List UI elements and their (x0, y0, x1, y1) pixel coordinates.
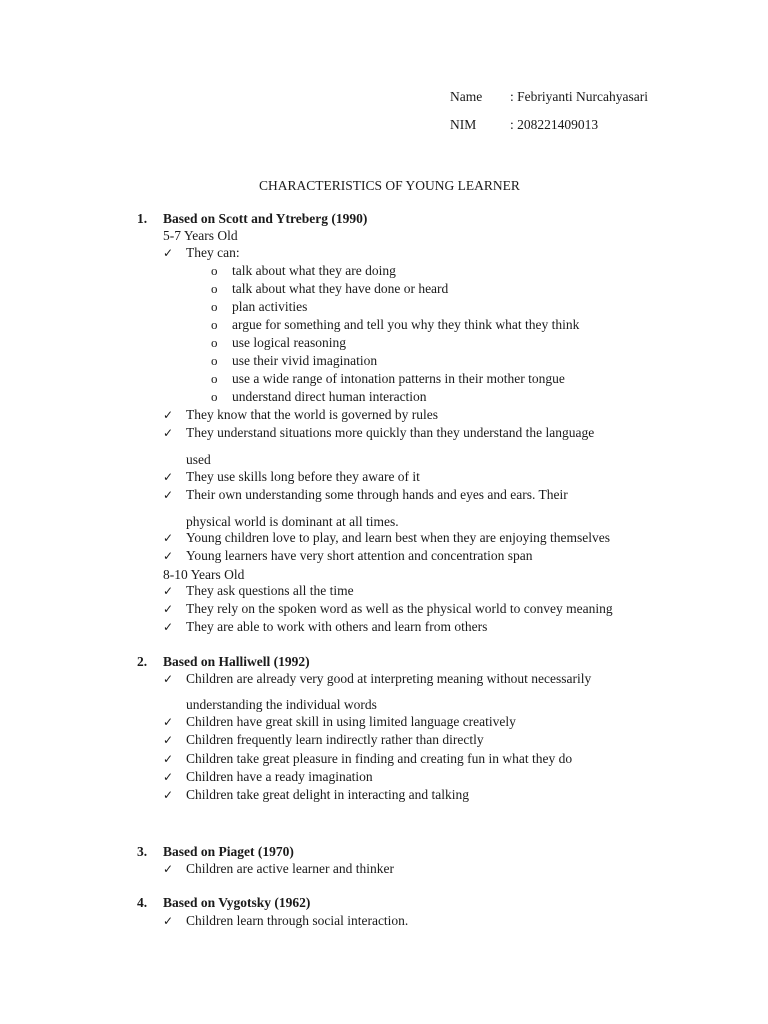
list-item: They understand situations more quickly than they understand the language (186, 425, 595, 440)
list-item: Children take great delight in interacting and talking (186, 787, 470, 802)
nim-label: NIM (450, 117, 477, 132)
check-icon: ✓ (163, 602, 174, 616)
list-item-continuation: used (186, 452, 211, 467)
list-item: Young children love to play, and learn best when they are enjoying themselves (186, 530, 611, 545)
page-title: CHARACTERISTICS OF YOUNG LEARNER (259, 178, 520, 193)
sub-list-item: talk about what they have done or heard (232, 281, 449, 296)
circle-bullet-icon: o (211, 389, 218, 404)
check-icon: ✓ (163, 914, 174, 928)
check-icon: ✓ (163, 733, 174, 747)
sub-list-item: understand direct human interaction (232, 389, 427, 404)
list-item: They can: (186, 245, 240, 260)
circle-bullet-icon: o (211, 371, 218, 386)
list-item: They are able to work with others and learn from others (186, 619, 488, 634)
check-icon: ✓ (163, 620, 174, 634)
circle-bullet-icon: o (211, 353, 218, 368)
name-label: Name (450, 89, 483, 104)
sub-list-item: argue for something and tell you why they think what they think (232, 317, 580, 332)
section-heading: Based on Halliwell (1992) (163, 654, 310, 669)
check-icon: ✓ (163, 752, 174, 766)
section-heading: Based on Scott and Ytreberg (1990) (163, 211, 368, 226)
list-item: They know that the world is governed by rules (186, 407, 438, 422)
sub-list-item: use a wide range of intonation patterns in their mother tongue (232, 371, 565, 386)
section-number: 4. (137, 895, 148, 910)
list-item: Children have a ready imagination (186, 769, 373, 784)
list-item-continuation: physical world is dominant at all times. (186, 514, 399, 529)
section-number: 2. (137, 654, 148, 669)
list-item: They use skills long before they aware of it (186, 469, 420, 484)
check-icon: ✓ (163, 672, 174, 686)
check-icon: ✓ (163, 788, 174, 802)
circle-bullet-icon: o (211, 317, 218, 332)
sub-list-item: use their vivid imagination (232, 353, 378, 368)
section-heading: Based on Vygotsky (1962) (163, 895, 311, 910)
list-item: Children frequently learn indirectly rather than directly (186, 732, 484, 747)
list-item: Their own understanding some through hands and eyes and ears. Their (186, 487, 568, 502)
section-number: 3. (137, 844, 148, 859)
list-item: Children are already very good at interpreting meaning without necessarily (186, 671, 592, 686)
check-icon: ✓ (163, 862, 174, 876)
circle-bullet-icon: o (211, 335, 218, 350)
name-value: : Febriyanti Nurcahyasari (510, 89, 648, 104)
section-heading: Based on Piaget (1970) (163, 844, 294, 859)
check-icon: ✓ (163, 584, 174, 598)
list-item: They ask questions all the time (186, 583, 354, 598)
check-icon: ✓ (163, 715, 174, 729)
circle-bullet-icon: o (211, 263, 218, 278)
age-group-label: 8-10 Years Old (163, 567, 245, 582)
list-item-continuation: understanding the individual words (186, 697, 377, 712)
check-icon: ✓ (163, 549, 174, 563)
list-item: Children take great pleasure in finding and creating fun in what they do (186, 751, 573, 766)
check-icon: ✓ (163, 770, 174, 784)
check-icon: ✓ (163, 246, 174, 260)
check-icon: ✓ (163, 488, 174, 502)
check-icon: ✓ (163, 426, 174, 440)
nim-value: : 208221409013 (510, 117, 599, 132)
check-icon: ✓ (163, 408, 174, 422)
check-icon: ✓ (163, 531, 174, 545)
circle-bullet-icon: o (211, 299, 218, 314)
sub-list-item: talk about what they are doing (232, 263, 396, 278)
list-item: They rely on the spoken word as well as the physical world to convey meaning (186, 601, 613, 616)
list-item: Children are active learner and thinker (186, 861, 395, 876)
check-icon: ✓ (163, 470, 174, 484)
section-number: 1. (137, 211, 148, 226)
list-item: Children have great skill in using limited language creatively (186, 714, 516, 729)
circle-bullet-icon: o (211, 281, 218, 296)
list-item: Children learn through social interaction. (186, 913, 409, 928)
list-item: Young learners have very short attention and concentration span (186, 548, 533, 563)
sub-list-item: plan activities (232, 299, 308, 314)
sub-list-item: use logical reasoning (232, 335, 346, 350)
age-group-label: 5-7 Years Old (163, 228, 238, 243)
